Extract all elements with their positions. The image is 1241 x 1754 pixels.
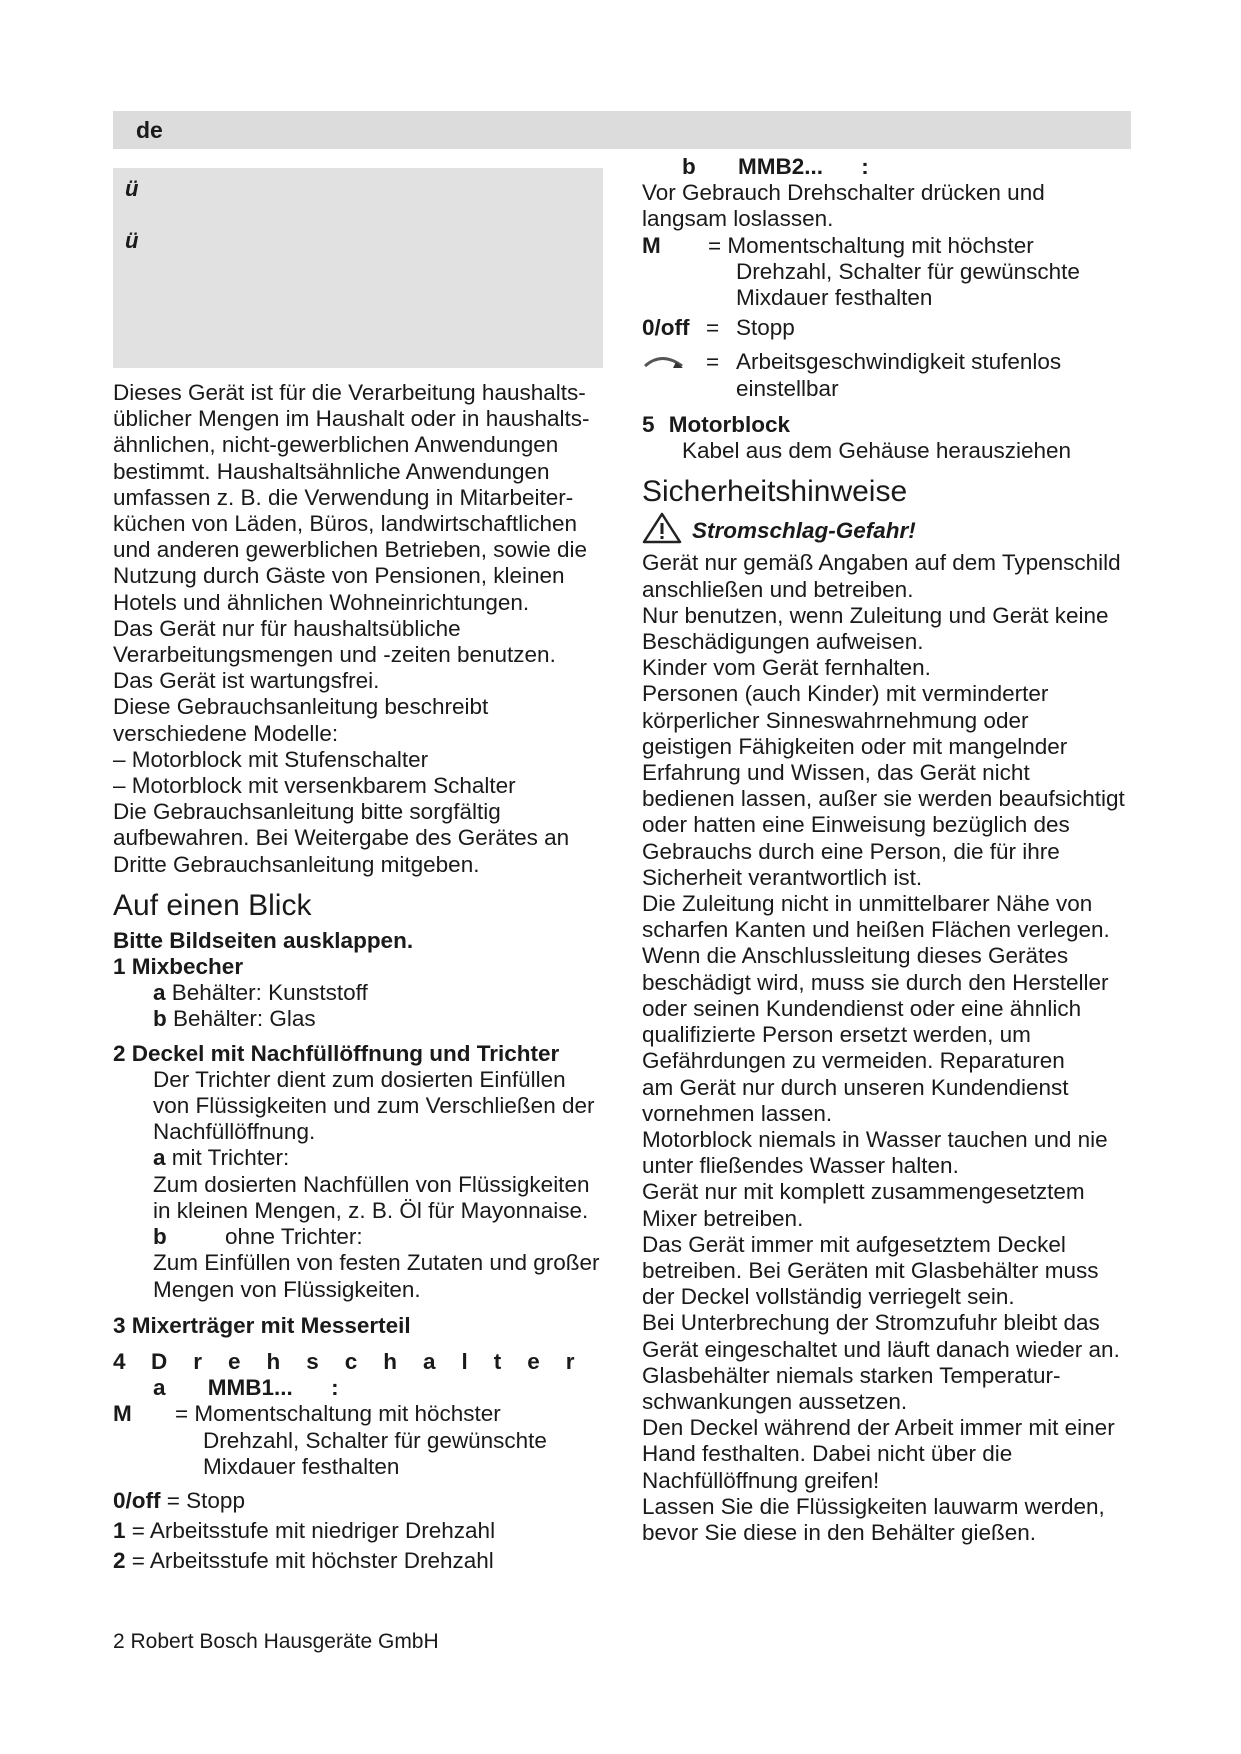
dial-text-line: einstellbar xyxy=(736,375,839,401)
switch-b-desc-line: langsam loslassen. xyxy=(642,206,834,232)
intro-line: verschiedene Modelle: xyxy=(113,720,339,746)
warning-row xyxy=(642,512,1142,550)
safety-line: anschließen und betreiben. xyxy=(642,576,914,602)
item-4a-colon: : xyxy=(331,1375,339,1401)
item-4-m-line: = Momentschaltung mit höchster xyxy=(175,1401,501,1427)
item-1a xyxy=(113,980,613,1006)
item-4-off-key: 0/off xyxy=(113,1487,161,1513)
safety-line: Lassen Sie die Flüssigkeiten lauwarm werden, xyxy=(642,1493,1105,1519)
safety-line: betreiben. Bei Geräten mit Glasbehälter muss xyxy=(642,1257,1099,1283)
item-1b-key: b xyxy=(153,1006,167,1032)
safety-line: Gerät nur mit komplett zusammengesetztem xyxy=(642,1179,1085,1205)
switch-b-key: b xyxy=(682,154,696,179)
safety-line: Sicherheit verantwortlich ist. xyxy=(642,864,923,890)
item-4-m-line: Drehzahl, Schalter für gewünschte xyxy=(203,1427,547,1453)
item-2-desc xyxy=(113,1067,613,1303)
item-5-desc: Kabel aus dem Gehäuse herausziehen xyxy=(682,438,1072,464)
item-2-desc-line: von Flüssigkeiten und zum Verschließen der xyxy=(153,1093,595,1119)
intro-line: üblicher Mengen im Haushalt oder in haushalts- xyxy=(113,406,590,432)
safety-line: vornehmen lassen. xyxy=(642,1100,833,1126)
item-1-number: 1 xyxy=(113,954,126,980)
safety-line: Glasbehälter niemals starken Temperatur- xyxy=(642,1362,1061,1388)
item-1-title xyxy=(113,954,613,980)
fold-note: Bitte Bildseiten ausklappen. xyxy=(113,927,414,953)
item-4-title xyxy=(113,1349,613,1375)
switch-b-m-line: Mixdauer festhalten xyxy=(736,285,933,311)
switch-b-m-line: Drehzahl, Schalter für gewünschte xyxy=(736,258,1080,284)
item-4-m-line: Mixdauer festhalten xyxy=(203,1453,400,1479)
language-bar xyxy=(113,111,1131,149)
item-5-title xyxy=(642,412,1142,438)
intro-line: Dritte Gebrauchsanleitung mitgeben. xyxy=(113,851,480,877)
safety-line: Die Zuleitung nicht in unmittelbarer Nähe von xyxy=(642,891,1093,917)
safety-line: körperlicher Sinneswahrnehmung oder xyxy=(642,707,1029,733)
warning-icon xyxy=(642,512,682,550)
section-heading-safety: Sicherheitshinweise xyxy=(642,475,908,509)
safety-line: der Deckel vollständig verriegelt sein. xyxy=(642,1284,1015,1310)
item-2b xyxy=(153,1224,613,1250)
intro-line: ähnlichen, nicht-gewerblichen Anwendungen xyxy=(113,432,559,458)
safety-line: scharfen Kanten und heißen Flächen verlegen. xyxy=(642,917,1110,943)
intro-line: Diese Gebrauchsanleitung beschreibt xyxy=(113,694,489,720)
intro-line: und anderen gewerblichen Betrieben, sowie die xyxy=(113,537,588,563)
item-4-number: 4 xyxy=(113,1348,126,1374)
item-4-step-2 xyxy=(113,1548,613,1574)
item-2a xyxy=(153,1145,613,1171)
safety-line: Gerät eingeschaltet und läuft danach wieder an. xyxy=(642,1336,1120,1362)
left-column xyxy=(113,380,613,1575)
switch-b-model: MMB2... xyxy=(738,154,824,179)
item-4-step-1 xyxy=(113,1518,613,1544)
intro-text xyxy=(113,380,613,878)
intro-line: – Motorblock mit Stufenschalter xyxy=(113,746,429,772)
intro-line: aufbewahren. Bei Weitergabe des Gerätes an xyxy=(113,825,570,851)
item-2a-key: a xyxy=(153,1145,166,1171)
safety-line: Mixer betreiben. xyxy=(642,1205,804,1231)
item-4a-key: a xyxy=(153,1375,166,1401)
switch-b-off-key: 0/off xyxy=(642,315,690,341)
safety-line: qualifizierte Person ersetzt werden, um xyxy=(642,1022,1031,1048)
item-2-label: Deckel mit Nachfüllöffnung und Trichter xyxy=(131,1040,560,1066)
item-3-title xyxy=(113,1313,613,1339)
safety-line: beschädigt wird, muss sie durch den Hersteller xyxy=(642,969,1109,995)
safety-line: Beschädigungen aufweisen. xyxy=(642,629,924,655)
safety-line: Den Deckel während der Arbeit immer mit einer xyxy=(642,1415,1115,1441)
dial-text-line: Arbeitsgeschwindigkeit stufenlos xyxy=(736,349,1062,375)
safety-line: Gefährdungen zu vermeiden. Reparaturen xyxy=(642,1048,1065,1074)
right-column xyxy=(642,154,1142,1546)
switch-b-m-row xyxy=(642,233,1142,312)
safety-line: Gebrauchs durch eine Person, die für ihre xyxy=(642,838,1060,864)
switch-b-off-row xyxy=(642,315,1142,341)
page-footer: 2 Robert Bosch Hausgeräte GmbH xyxy=(113,1630,439,1653)
item-1-label: Mixbecher xyxy=(131,954,244,980)
switch-b-m-key: M xyxy=(642,232,661,258)
section-heading-overview: Auf einen Blick xyxy=(113,888,312,922)
item-2a-text: mit Trichter: xyxy=(171,1145,290,1171)
safety-line: Kinder vom Gerät fernhalten. xyxy=(642,655,931,681)
item-1b xyxy=(113,1006,613,1032)
item-4-m-row xyxy=(113,1401,613,1480)
safety-line: Nachfüllöffnung greifen! xyxy=(642,1467,880,1493)
notice-line-1: ü xyxy=(125,176,139,201)
notice-box xyxy=(113,168,603,368)
item-3-label: Mixerträger mit Messerteil xyxy=(131,1312,411,1338)
intro-line: – Motorblock mit versenkbarem Schalter xyxy=(113,773,516,799)
item-2b-key: b xyxy=(153,1224,167,1250)
safety-line: Personen (auch Kinder) mit verminderter xyxy=(642,681,1049,707)
safety-line: Gerät nur gemäß Angaben auf dem Typenschild xyxy=(642,550,1121,576)
safety-line: geistigen Fähigkeiten oder mit mangelnder xyxy=(642,733,1068,759)
safety-line: Wenn die Anschlussleitung dieses Gerätes xyxy=(642,943,1069,969)
item-4-label: Drehschalter xyxy=(151,1348,601,1374)
item-2-title xyxy=(113,1041,613,1067)
safety-text xyxy=(642,550,1142,1546)
switch-b xyxy=(642,154,1142,180)
item-1a-text: Behälter: Kunststoff xyxy=(171,980,368,1006)
safety-line: Das Gerät immer mit aufgesetztem Deckel xyxy=(642,1231,1066,1257)
item-2b-desc-line: Zum Einfüllen von festen Zutaten und großer xyxy=(153,1250,600,1276)
safety-line: bevor Sie diese in den Behälter gießen. xyxy=(642,1519,1037,1545)
item-4-step-2-key: 2 xyxy=(113,1548,126,1574)
safety-line: am Gerät nur durch unseren Kundendienst xyxy=(642,1074,1069,1100)
intro-line: Das Gerät ist wartungsfrei. xyxy=(113,668,380,694)
safety-line: oder seinen Kundendienst oder eine ähnlich xyxy=(642,995,1082,1021)
item-2a-desc-line: Zum dosierten Nachfüllen von Flüssigkeiten xyxy=(153,1171,590,1197)
item-4-step-2-text: = Arbeitsstufe mit höchster Drehzahl xyxy=(125,1548,494,1574)
item-1a-key: a xyxy=(153,980,166,1006)
notice-line-2: ü xyxy=(125,228,139,253)
switch-b-dial-row xyxy=(642,349,1142,401)
switch-b-off-text: Stopp xyxy=(736,315,795,341)
safety-line: Hand festhalten. Dabei nicht über die xyxy=(642,1441,1013,1467)
language-code: de xyxy=(136,117,163,143)
item-2b-desc-line: Mengen von Flüssigkeiten. xyxy=(153,1276,421,1302)
safety-line: Bei Unterbrechung der Stromzufuhr bleibt das xyxy=(642,1310,1100,1336)
item-2-desc-line: Der Trichter dient zum dosierten Einfüllen xyxy=(153,1066,566,1092)
item-3-number: 3 xyxy=(113,1312,126,1338)
item-2a-desc-line: in kleinen Mengen, z. B. Öl für Mayonnaise. xyxy=(153,1197,589,1223)
safety-line: schwankungen aussetzen. xyxy=(642,1388,908,1414)
warning-label: Stromschlag-Gefahr! xyxy=(692,518,916,544)
item-2-number: 2 xyxy=(113,1040,126,1066)
intro-line: Verarbeitungsmengen und -zeiten benutzen. xyxy=(113,642,556,668)
safety-line: Motorblock niemals in Wasser tauchen und nie xyxy=(642,1126,1108,1152)
intro-line: umfassen z. B. die Verwendung in Mitarbeiter- xyxy=(113,484,574,510)
item-2b-text: ohne Trichter: xyxy=(225,1224,363,1250)
intro-line: Hotels und ähnlichen Wohneinrichtungen. xyxy=(113,589,530,615)
switch-b-desc-line: Vor Gebrauch Drehschalter drücken und xyxy=(642,180,1045,206)
item-4-off xyxy=(113,1488,613,1514)
intro-line: Das Gerät nur für haushaltsübliche xyxy=(113,615,461,641)
item-4a xyxy=(113,1375,613,1401)
switch-b-m-line: = Momentschaltung mit höchster xyxy=(708,232,1034,258)
safety-line: oder hatten eine Einweisung bezüglich des xyxy=(642,812,1070,838)
item-4-step-1-text: = Arbeitsstufe mit niedriger Drehzahl xyxy=(125,1518,496,1544)
item-2-desc-line: Nachfüllöffnung. xyxy=(153,1119,316,1145)
switch-b-off-eq: = xyxy=(706,315,720,341)
switch-b-colon: : xyxy=(861,154,869,179)
safety-line: unter fließendes Wasser halten. xyxy=(642,1153,959,1179)
safety-line: bedienen lassen, außer sie werden beaufsichtigt xyxy=(642,786,1125,812)
intro-line: Nutzung durch Gäste von Pensionen, kleinen xyxy=(113,563,565,589)
item-5-label: Motorblock xyxy=(668,411,791,437)
item-1b-text: Behälter: Glas xyxy=(173,1006,316,1032)
dial-eq: = xyxy=(706,349,720,375)
safety-line: Erfahrung und Wissen, das Gerät nicht xyxy=(642,760,1030,786)
safety-line: Nur benutzen, wenn Zuleitung und Gerät keine xyxy=(642,602,1109,628)
item-4a-model: MMB1... xyxy=(207,1375,293,1401)
item-4-m-key: M xyxy=(113,1401,132,1427)
intro-line: bestimmt. Haushaltsähnliche Anwendungen xyxy=(113,458,550,484)
item-4-step-1-key: 1 xyxy=(113,1518,126,1544)
intro-line: Dieses Gerät ist für die Verarbeitung haushalts- xyxy=(113,380,586,405)
item-4-off-text: = Stopp xyxy=(166,1487,245,1513)
item-5-number: 5 xyxy=(642,411,655,437)
intro-line: Die Gebrauchsanleitung bitte sorgfältig xyxy=(113,799,501,825)
dial-icon xyxy=(642,349,706,401)
intro-line: küchen von Läden, Büros, landwirtschaftlichen xyxy=(113,511,578,537)
